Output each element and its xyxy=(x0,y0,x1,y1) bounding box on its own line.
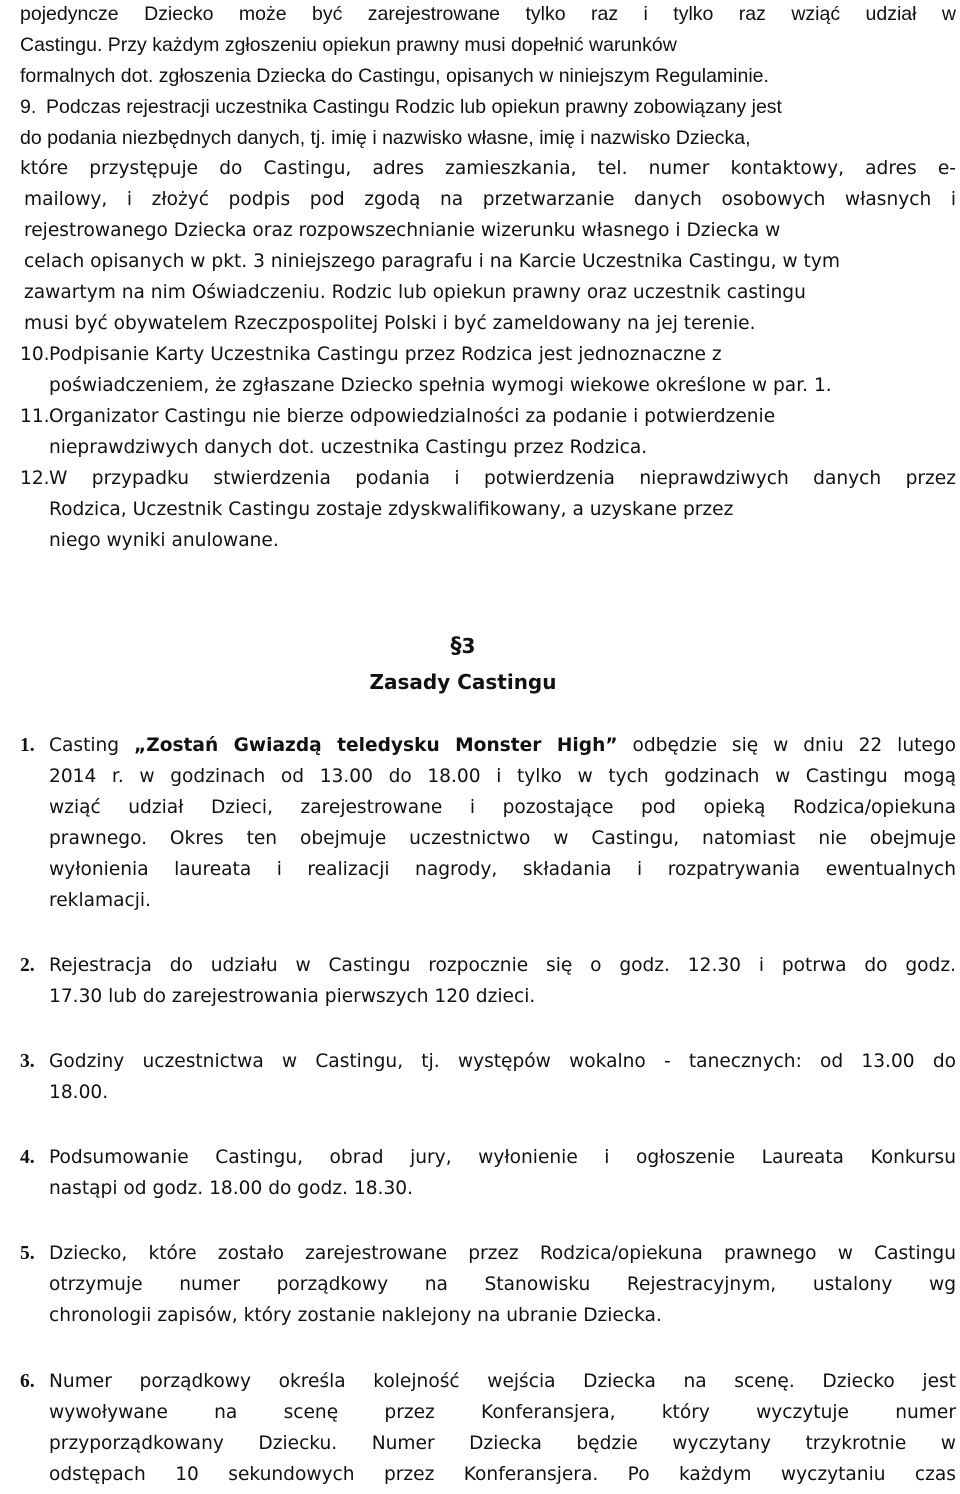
list-item-line: 17.30 lub do zarejestrowania pierwszych 120 dzieci. xyxy=(49,986,536,1007)
list-item-line: Organizator Castingu nie bierze odpowiedzialności za podanie i potwierdzenie xyxy=(49,406,776,427)
list-item-line: przyporządkowany Dziecku. Numer Dziecka będzie wyczytany trzykrotnie w xyxy=(49,1433,956,1454)
list-item-line: prawnego. Okres ten obejmuje uczestnictwo w Castingu, natomiast nie obejmuje xyxy=(49,828,956,849)
paragraph-line: pojedyncze Dziecko może być zarejestrowane tylko raz i tylko raz wziąć udział w xyxy=(20,3,956,25)
list-item-line: Dziecko, które zostało zarejestrowane przez Rodzica/opiekuna prawnego w Castingu xyxy=(49,1243,956,1264)
section-symbol: § xyxy=(450,634,462,659)
list-number: 9. xyxy=(20,96,37,118)
list-item-line: 2014 r. w godzinach od 13.00 do 18.00 i tylko w tych godzinach w Castingu mogą xyxy=(49,766,956,787)
list-item-line: zawartym na nim Oświadczeniu. Rodzic lub opiekun prawny oraz uczestnik castingu xyxy=(24,282,806,303)
list-number: 5. xyxy=(20,1243,35,1264)
list-item-line: Godziny uczestnictwa w Castingu, tj. występów wokalno - tanecznych: od 13.00 do xyxy=(49,1051,956,1072)
section-number-value: 3 xyxy=(461,634,476,658)
section-title: Zasady Castingu xyxy=(369,670,557,694)
paragraph-line: Castingu. Przy każdym zgłoszeniu opiekun prawny musi dopełnić warunków xyxy=(20,34,677,56)
section-number xyxy=(0,633,926,660)
list-number: 10. xyxy=(20,344,50,365)
list-item-line: Rejestracja do udziału w Castingu rozpocznie się o godz. 12.30 i potrwa do godz. xyxy=(49,955,956,976)
list-item-line: rejestrowanego Dziecka oraz rozpowszechnianie wizerunku własnego i Dziecka w xyxy=(24,220,781,241)
list-item-line: reklamacji. xyxy=(49,890,151,911)
list-item-line: W przypadku stwierdzenia podania i potwierdzenia nieprawdziwych danych przez xyxy=(49,468,956,489)
list-item-line: Podpisanie Karty Uczestnika Castingu przez Rodzica jest jednoznaczne z xyxy=(49,344,722,365)
list-item-line: 18.00. xyxy=(49,1082,109,1103)
paragraph-line: formalnych dot. zgłoszenia Dziecka do Castingu, opisanych w niniejszym Regulaminie. xyxy=(20,65,769,87)
list-item-line: które przystępuje do Castingu, adres zamieszkania, tel. numer kontaktowy, adres e- xyxy=(20,158,956,179)
list-item-line: wyłonienia laureata i realizacji nagrody, składania i rozpatrywania ewentualnych xyxy=(49,859,956,880)
list-item-line: musi być obywatelem Rzeczpospolitej Polski i być zameldowany na jej terenie. xyxy=(24,313,756,334)
list-item-line: Rodzica, Uczestnik Castingu zostaje zdyskwalifikowany, a uzyskane przez xyxy=(49,499,734,520)
list-item-line: chronologii zapisów, który zostanie naklejony na ubranie Dziecka. xyxy=(49,1305,662,1326)
list-number: 3. xyxy=(20,1051,35,1072)
list-item-line: wziąć udział Dzieci, zarejestrowane i pozostające pod opieką Rodzica/opiekuna xyxy=(49,797,956,818)
casting-name: „Zostań Gwiazdą teledysku Monster High” xyxy=(134,735,618,756)
list-item-line: odstępach 10 sekundowych przez Konferansjera. Po każdym wyczytaniu czas xyxy=(49,1464,956,1485)
list-item-line: wywoływane na scenę przez Konferansjera, który wyczytuje numer xyxy=(49,1402,956,1423)
list-item-line: otrzymuje numer porządkowy na Stanowisku Rejestracyjnym, ustalony wg xyxy=(49,1274,956,1295)
list-item-line: Podczas rejestracji uczestnika Castingu Rodzic lub opiekun prawny zobowiązany jest xyxy=(46,96,782,118)
list-item-line: poświadczeniem, że zgłaszane Dziecko spełnia wymogi wiekowe określone w par. 1. xyxy=(49,375,832,396)
list-item-line: do podania niezbędnych danych, tj. imię i nazwisko własne, imię i nazwisko Dziecka, xyxy=(20,127,751,149)
list-item-line xyxy=(49,734,956,758)
list-number: 2. xyxy=(20,955,35,976)
list-item-line: nieprawdziwych danych dot. uczestnika Castingu przez Rodzica. xyxy=(49,437,648,458)
list-number: 6. xyxy=(20,1371,35,1392)
casting-intro: Casting xyxy=(49,735,134,756)
list-item-line: nastąpi od godz. 18.00 do godz. 18.30. xyxy=(49,1178,414,1199)
list-item-line: niego wyniki anulowane. xyxy=(49,530,279,551)
list-number: 1. xyxy=(20,735,35,756)
list-item-line: celach opisanych w pkt. 3 niniejszego paragrafu i na Karcie Uczestnika Castingu, w tym xyxy=(24,251,840,272)
list-item-line: mailowy, i złożyć podpis pod zgodą na przetwarzanie danych osobowych własnych i xyxy=(24,189,956,210)
list-number: 12. xyxy=(20,468,50,489)
casting-date-text: odbędzie się w dniu 22 lutego xyxy=(617,735,957,756)
list-item-line: Numer porządkowy określa kolejność wejścia Dziecka na scenę. Dziecko jest xyxy=(49,1371,956,1392)
list-number: 11. xyxy=(20,406,50,427)
list-number: 4. xyxy=(20,1147,35,1168)
list-item-line: Podsumowanie Castingu, obrad jury, wyłonienie i ogłoszenie Laureata Konkursu xyxy=(49,1147,956,1168)
